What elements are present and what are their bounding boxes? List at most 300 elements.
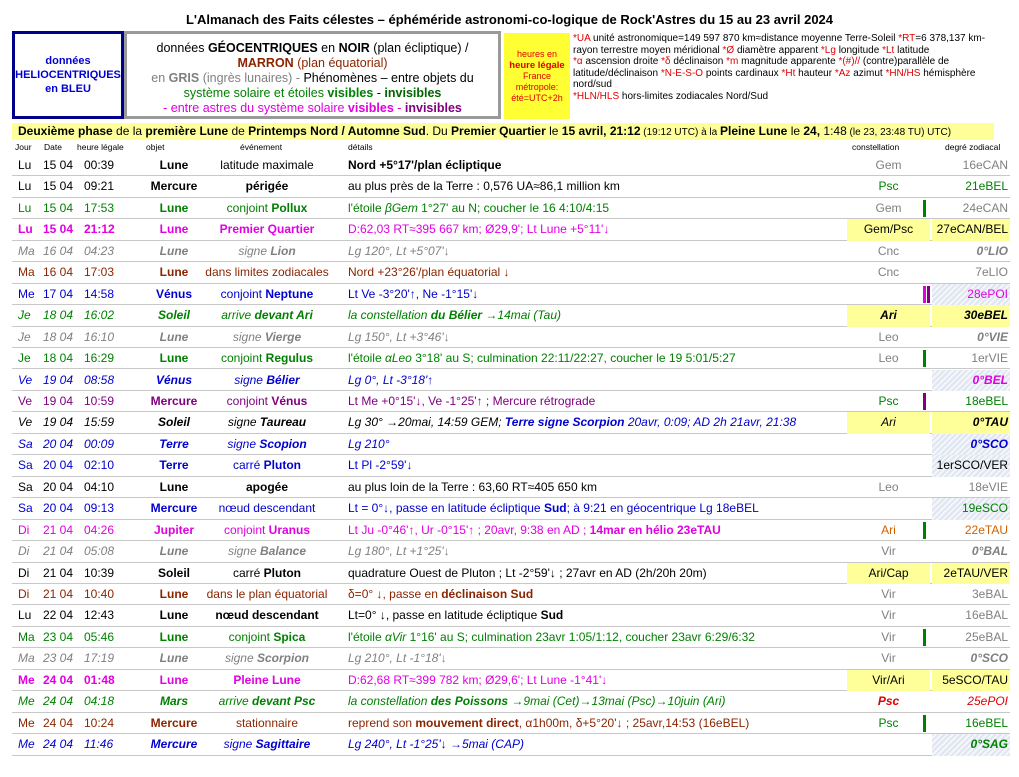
table-row — [12, 563, 1010, 584]
row-details-part3: , α1h00m, δ+5°20'↓ ; 25avr,14:53 (16eBEL) — [518, 715, 750, 730]
row-jour: Ma — [18, 629, 35, 644]
banner-p5: Printemps Nord / Automne Sud — [248, 124, 426, 138]
row-jour: Di — [18, 544, 30, 559]
row-details — [348, 370, 868, 391]
row-evenement — [192, 734, 342, 755]
constellation-marker-bar — [923, 715, 926, 732]
table-row — [12, 176, 1010, 197]
constellation-marker-bar — [923, 393, 926, 410]
row-jour: Di — [18, 522, 30, 537]
row-details-part1: Lt Ju -0°46'↑, Ur -0°15'↑ ; 20avr, 9:38 en AD ; — [348, 522, 590, 537]
geo-l2b: (plan équatorial) — [293, 56, 388, 70]
table-row — [12, 241, 1010, 262]
row-evenement — [192, 241, 342, 262]
note-c1: *HLN/HLS — [573, 90, 620, 102]
row-objet: Lune — [159, 329, 189, 344]
row-details-part1: Lt Pl -2°59'↓ — [348, 458, 413, 473]
row-event-part1: périgée — [245, 179, 289, 194]
row-details-part1: Lt = 0°↓, passe en latitude écliptique — [348, 501, 544, 516]
row-objet: Lune — [159, 629, 189, 644]
table-row — [12, 670, 1010, 691]
row-heure: 04:26 — [84, 522, 115, 537]
row-constellation: Cnc — [877, 243, 900, 258]
row-degre-zodiacal: 16eBEL — [965, 715, 1008, 730]
row-event-part1: dans limites zodiacales — [205, 265, 329, 280]
row-evenement — [192, 219, 342, 240]
row-details-part2: Sud — [543, 501, 567, 516]
row-event-part1: apogée — [245, 479, 288, 494]
row-event-part2: Lion — [270, 243, 296, 258]
note-a3: *RT — [898, 33, 916, 44]
row-jour: Je — [18, 351, 31, 366]
row-constellation: Leo — [878, 329, 899, 344]
abbreviations-notes — [573, 33, 1003, 119]
row-degre-zodiacal: 25eBAL — [965, 629, 1008, 644]
row-details-part1: Lg 210° — [348, 436, 390, 451]
table-row — [12, 713, 1010, 734]
row-evenement — [192, 455, 342, 476]
row-date: 19 04 — [43, 372, 74, 387]
row-details-part1: la constellation — [348, 694, 431, 709]
table-row — [12, 412, 1010, 433]
row-evenement — [192, 477, 342, 498]
row-details — [348, 541, 868, 562]
row-evenement — [192, 713, 342, 734]
row-degre-zodiacal: 0°LIO — [976, 243, 1008, 258]
row-jour: Ma — [18, 651, 35, 666]
row-heure: 00:09 — [84, 436, 115, 451]
table-row — [12, 455, 1010, 476]
row-evenement — [192, 584, 342, 605]
row-date: 15 04 — [43, 222, 74, 237]
row-objet: Mercure — [150, 179, 198, 194]
banner-p1: Deuxième phase — [18, 124, 113, 138]
row-objet: Lune — [159, 200, 189, 215]
row-event-part2: Regulus — [265, 351, 314, 366]
row-evenement — [192, 412, 342, 433]
row-details-part1: l'étoile — [348, 629, 385, 644]
row-details — [348, 477, 868, 498]
row-jour: Ve — [18, 393, 33, 408]
table-row — [12, 370, 1010, 391]
row-details-part2: +5°17'/plan écliptique — [376, 158, 502, 172]
note-b8: (contre)parallèle de latitude/déclinaison — [573, 56, 950, 79]
row-event-part1: conjoint — [220, 351, 266, 366]
row-evenement — [192, 605, 342, 626]
constellation-marker-bar — [923, 286, 926, 303]
row-constellation: Ari — [847, 412, 930, 433]
banner-p4: de — [228, 124, 249, 138]
row-objet: Lune — [159, 672, 189, 687]
row-jour: Me — [18, 737, 35, 752]
banner-p2: de la — [112, 124, 146, 138]
row-event-part2: Sagittaire — [255, 737, 311, 752]
row-constellation: Leo — [878, 479, 899, 494]
constellation-marker-bar — [923, 522, 926, 539]
row-details — [348, 176, 868, 197]
row-evenement — [192, 541, 342, 562]
row-degre-zodiacal: 7eLIO — [975, 265, 1008, 280]
row-date: 17 04 — [43, 286, 74, 301]
row-event-part1: conjoint — [223, 522, 269, 537]
note-a2: unité astronomique=149 597 870 km≈distance moyenne Terre-Soleil — [590, 33, 899, 44]
row-details — [348, 520, 868, 541]
row-constellation: Gem/Psc — [847, 219, 930, 240]
note-b6: magnitude apparente — [738, 56, 839, 68]
row-jour: Lu — [18, 200, 32, 215]
table-row — [12, 284, 1010, 305]
row-constellation: Gem — [875, 200, 902, 215]
banner-p13: 24, — [803, 124, 821, 138]
table-row — [12, 627, 1010, 648]
row-date: 23 04 — [43, 629, 74, 644]
row-details-part1: Lg 210°, Lt -1°18'↓ — [348, 651, 447, 666]
row-evenement — [192, 348, 342, 369]
row-details — [348, 691, 868, 712]
row-degre-zodiacal: 19eSCO — [932, 498, 1010, 519]
row-evenement — [192, 262, 342, 283]
geo-legend-box — [124, 31, 501, 119]
row-heure: 09:13 — [84, 501, 115, 516]
row-date: 24 04 — [43, 694, 74, 709]
row-details — [348, 605, 868, 626]
row-details — [348, 198, 868, 219]
row-event-part2: devant Psc — [251, 694, 316, 709]
note-b13: *Az — [834, 67, 851, 79]
row-date: 18 04 — [43, 329, 74, 344]
table-row — [12, 520, 1010, 541]
row-objet: Mercure — [150, 393, 198, 408]
row-degre-zodiacal: 0°SCO — [932, 434, 1010, 455]
row-details — [348, 155, 868, 176]
row-constellation: Leo — [878, 351, 899, 366]
row-details-part3: →14mai (Tau) — [482, 308, 561, 323]
row-constellation: Psc — [878, 179, 899, 194]
row-details-part1: Lg 120°, Lt +5°07'↓ — [348, 243, 450, 258]
row-objet: Mercure — [150, 715, 198, 730]
row-details-part1: la constellation — [348, 308, 431, 323]
row-evenement — [192, 670, 342, 691]
row-event-part1: signe — [224, 651, 257, 666]
row-details — [348, 305, 868, 326]
row-heure: 04:10 — [84, 479, 115, 494]
row-details-part2: αVir — [384, 629, 407, 644]
row-objet: Jupiter — [153, 522, 194, 537]
row-details-part2: déclinaison Sud — [441, 587, 534, 601]
header-evenement: événement — [240, 142, 283, 152]
row-degre-zodiacal: 0°SCO — [970, 651, 1008, 666]
note-c2: hors-limites zodiacales Nord/Sud — [619, 90, 769, 102]
row-event-part1: dans le plan équatorial — [206, 587, 328, 601]
row-event-part2: Spica — [273, 629, 306, 644]
row-details — [348, 713, 868, 734]
geo-l2a: MARRON — [237, 56, 294, 70]
row-details-part1: Nord — [348, 158, 376, 172]
row-date: 16 04 — [43, 265, 74, 280]
row-event-part2: Vénus — [271, 393, 308, 408]
banner-p14: 1:48 — [820, 124, 847, 138]
table-row — [12, 305, 1010, 326]
row-heure: 21:12 — [84, 222, 115, 237]
header-jour: Jour — [15, 142, 32, 152]
geo-l3c: (ingrès lunaires) - — [199, 71, 304, 85]
row-objet: Vénus — [155, 286, 192, 301]
row-constellation: Gem — [875, 158, 902, 172]
row-constellation: Vir/Ari — [847, 670, 930, 691]
row-details-part2: αLeo — [384, 351, 412, 366]
row-degre-zodiacal: 5eSCO/TAU — [932, 670, 1010, 691]
row-event-part1: Premier Quartier — [219, 222, 315, 237]
row-heure: 10:24 — [84, 715, 115, 730]
row-event-part2: Scopion — [259, 436, 307, 451]
row-evenement — [192, 176, 342, 197]
row-details-part1: reprend son — [348, 715, 416, 730]
row-date: 16 04 — [43, 243, 74, 258]
row-objet: Lune — [159, 587, 189, 601]
row-heure: 09:21 — [84, 179, 115, 194]
row-heure: 17:03 — [84, 265, 115, 280]
constellation-marker-bar — [923, 200, 926, 217]
row-heure: 01:48 — [84, 672, 115, 687]
row-evenement — [192, 498, 342, 519]
row-event-part1: conjoint — [220, 286, 266, 301]
row-date: 15 04 — [43, 179, 74, 194]
row-details-part1: Lg 30° →20mai, 14:59 GEM; — [348, 415, 505, 430]
row-event-part1: arrive — [218, 694, 252, 709]
table-row — [12, 327, 1010, 348]
row-event-part1: signe — [227, 544, 260, 559]
row-jour: Lu — [18, 222, 33, 237]
row-event-part2: devant Ari — [254, 308, 313, 323]
table-row — [12, 262, 1010, 283]
row-heure: 04:23 — [84, 243, 115, 258]
row-date: 21 04 — [43, 522, 74, 537]
row-event-part2: Bélier — [266, 372, 300, 387]
page-title: L'Almanach des Faits célestes – éphéméride astronomi-co-logique de Rock'Astres du 15 au 23 avril 2024 — [185, 12, 834, 27]
row-details-part3: ; à 9:21 en géocentrique Lg 18eBEL — [566, 501, 759, 516]
row-constellation: Vir — [881, 608, 896, 623]
row-event-part1: conjoint — [226, 200, 272, 215]
row-jour: Sa — [18, 479, 33, 494]
row-degre-zodiacal: 24eCAN — [962, 200, 1008, 215]
row-event-part1: signe — [223, 737, 256, 752]
row-jour: Lu — [18, 158, 32, 172]
row-heure: 10:59 — [84, 393, 115, 408]
row-objet: Lune — [159, 544, 189, 559]
header-degre: degré zodiacal — [945, 142, 1001, 152]
row-objet: Terre — [159, 436, 189, 451]
geo-l4b: visibles — [327, 86, 374, 100]
row-heure: 11:46 — [84, 737, 114, 752]
row-heure: 10:40 — [84, 587, 115, 601]
row-heure: 10:39 — [84, 565, 115, 580]
note-b10: points cardinaux — [703, 67, 782, 79]
banner-p8: le — [545, 124, 562, 138]
row-degre-zodiacal: 0°BEL — [932, 370, 1010, 391]
row-evenement — [192, 155, 342, 176]
row-jour: Sa — [18, 436, 33, 451]
note-b3: *δ — [661, 56, 671, 68]
row-details — [348, 284, 868, 305]
row-evenement — [192, 627, 342, 648]
row-objet: Soleil — [157, 308, 190, 323]
table-row — [12, 198, 1010, 219]
geo-l5b: visibles — [347, 101, 394, 115]
row-jour: Di — [18, 587, 30, 601]
row-details-part2: du Bélier — [430, 308, 483, 323]
note-a8: longitude — [835, 44, 883, 56]
geo-l1c: en — [317, 41, 339, 55]
geo-l1a: données — [156, 41, 208, 55]
row-date: 24 04 — [43, 737, 74, 752]
table-row — [12, 219, 1010, 240]
row-date: 21 04 — [43, 544, 74, 559]
row-details-part1: δ=0° ↓, passe en — [348, 587, 442, 601]
row-event-part1: conjoint — [228, 629, 274, 644]
note-b4: déclinaison — [670, 56, 727, 68]
row-objet: Vénus — [155, 372, 192, 387]
geo-l1d: NOIR — [338, 41, 370, 55]
row-objet: Lune — [159, 265, 189, 280]
row-constellation: Ari — [847, 305, 930, 326]
row-constellation: Vir — [881, 544, 896, 559]
row-details-part1: Lg 0°, Lt -3°18'↑ — [348, 372, 434, 387]
row-objet: Mercure — [150, 737, 198, 752]
row-details — [348, 498, 868, 519]
row-event-part1: signe — [227, 436, 260, 451]
row-details-part1: D:62,03 RT≈395 667 km; Ø29,9'; Lt Lune +5°11'↓ — [348, 222, 610, 237]
row-date: 19 04 — [43, 393, 74, 408]
row-details-part1: Lt=0° ↓, passe en latitude écliptique — [348, 608, 541, 623]
row-details — [348, 348, 868, 369]
row-jour: Me — [18, 694, 35, 709]
row-details — [348, 584, 868, 605]
row-objet: Lune — [159, 479, 189, 494]
row-jour: Ma — [18, 265, 35, 280]
row-heure: 04:18 — [84, 694, 115, 709]
row-degre-zodiacal: 25ePOI — [967, 694, 1008, 709]
row-objet: Soleil — [157, 415, 190, 430]
row-details-part1: Lg 180°, Lt +1°25'↓ — [348, 544, 450, 559]
row-heure: 05:46 — [84, 629, 115, 644]
banner-p15: (le 23, 23:48 TU) UTC) — [846, 127, 952, 138]
row-details-part1: Nord +23°26'/plan équatorial ↓ — [348, 265, 510, 280]
row-details-part3: 3°18' au S; culmination 22:11/22:27, coucher le 19 5:01/5:27 — [411, 351, 736, 366]
note-b11: *Ht — [781, 67, 796, 79]
row-event-part2: Balance — [260, 544, 307, 559]
row-objet: Lune — [159, 351, 189, 366]
row-event-part2: Neptune — [265, 286, 314, 301]
note-b12: hauteur — [795, 67, 835, 79]
banner-p7: Premier Quartier — [451, 124, 546, 138]
geo-l5c: - — [393, 101, 405, 115]
table-row — [12, 348, 1010, 369]
geo-l4c: - — [373, 86, 385, 100]
header-heure: heure légale — [77, 142, 124, 152]
row-event-part2: maximale — [259, 158, 314, 172]
row-date: 20 04 — [43, 479, 74, 494]
phase-banner — [12, 123, 994, 140]
row-details-part2: 14mar en hélio 23eTAU — [589, 522, 721, 537]
legal-l5: été=UTC+2h — [511, 93, 563, 103]
row-date: 20 04 — [43, 458, 74, 473]
row-evenement — [192, 563, 342, 584]
note-a1: *UA — [573, 33, 591, 44]
banner-p3: première Lune — [145, 124, 229, 138]
row-objet: Lune — [159, 158, 189, 172]
row-jour: Sa — [18, 501, 33, 516]
row-degre-zodiacal: 18eVIE — [968, 479, 1008, 494]
geo-l4d: invisibles — [384, 86, 442, 100]
row-constellation: Psc — [877, 694, 900, 709]
row-details-part2: βGem — [384, 200, 418, 215]
legal-l3: France — [522, 71, 551, 81]
row-details — [348, 627, 868, 648]
row-event-part1: Pleine Lune — [233, 672, 301, 687]
note-a10: latitude — [894, 44, 930, 56]
table-row — [12, 498, 1010, 519]
note-b2: ascension droite — [582, 56, 662, 68]
row-details-part1: quadrature Ouest de Pluton ; Lt -2°59'↓ ; 27avr en AD (2h/20h 20m) — [348, 565, 707, 580]
row-event-part1: carré — [232, 458, 264, 473]
header-date: Date — [44, 142, 62, 152]
row-jour: Je — [18, 329, 31, 344]
row-degre-zodiacal: 21eBEL — [965, 179, 1008, 194]
row-constellation: Vir — [881, 629, 896, 644]
note-a4: =6 378,137 km-rayon terrestre moyen méridional — [573, 33, 986, 56]
row-event-part1: signe — [232, 329, 265, 344]
row-details — [348, 262, 868, 283]
row-details-part3: →9mai (Cet)→13mai (Psc)→10juin (Ari) — [508, 694, 726, 709]
helio-legend-text: données HELIOCENTRIQUES en BLEU — [15, 55, 121, 95]
row-jour: Me — [18, 286, 35, 301]
row-date: 20 04 — [43, 436, 74, 451]
row-degre-zodiacal: 2eTAU/VER — [932, 563, 1010, 584]
row-degre-zodiacal: 0°BAL — [971, 544, 1008, 559]
row-evenement — [192, 391, 342, 412]
legal-l4: métropole: — [515, 82, 559, 92]
table-row — [12, 584, 1010, 605]
row-evenement — [192, 648, 342, 669]
row-details-part1: Lg 240°, Lt -1°25'↓ →5mai (CAP) — [348, 737, 524, 752]
constellation-marker-bar — [923, 629, 926, 646]
row-details — [348, 434, 868, 455]
geo-l3b: GRIS — [168, 71, 200, 85]
row-details — [348, 412, 868, 433]
row-event-part2: Pluton — [263, 458, 301, 473]
row-jour: Lu — [18, 608, 32, 623]
row-details-part3: 1°27' au N; coucher le 16 4:10/4:15 — [417, 200, 610, 215]
row-details-part2: mouvement direct — [415, 715, 519, 730]
geo-l5d: invisibles — [404, 101, 462, 115]
row-event-part1: signe — [234, 372, 267, 387]
row-degre-zodiacal: 22eTAU — [964, 522, 1008, 537]
row-details — [348, 670, 868, 691]
row-heure: 16:29 — [84, 351, 115, 366]
row-event-part1: carré — [232, 565, 264, 580]
row-evenement — [192, 198, 342, 219]
table-row — [12, 391, 1010, 412]
row-objet: Mars — [159, 694, 188, 709]
row-date: 24 04 — [43, 672, 74, 687]
row-event-part2: Scorpion — [257, 651, 310, 666]
row-heure: 15:59 — [84, 415, 115, 430]
row-event-part1: signe — [227, 415, 260, 430]
row-date: 18 04 — [43, 308, 74, 323]
row-constellation: Psc — [878, 715, 899, 730]
row-details-part1: Lt Me +0°15'↓, Ve -1°25'↑ ; Mercure rétrograde — [348, 393, 596, 408]
note-b16: hémisphère nord/sud — [573, 67, 976, 91]
